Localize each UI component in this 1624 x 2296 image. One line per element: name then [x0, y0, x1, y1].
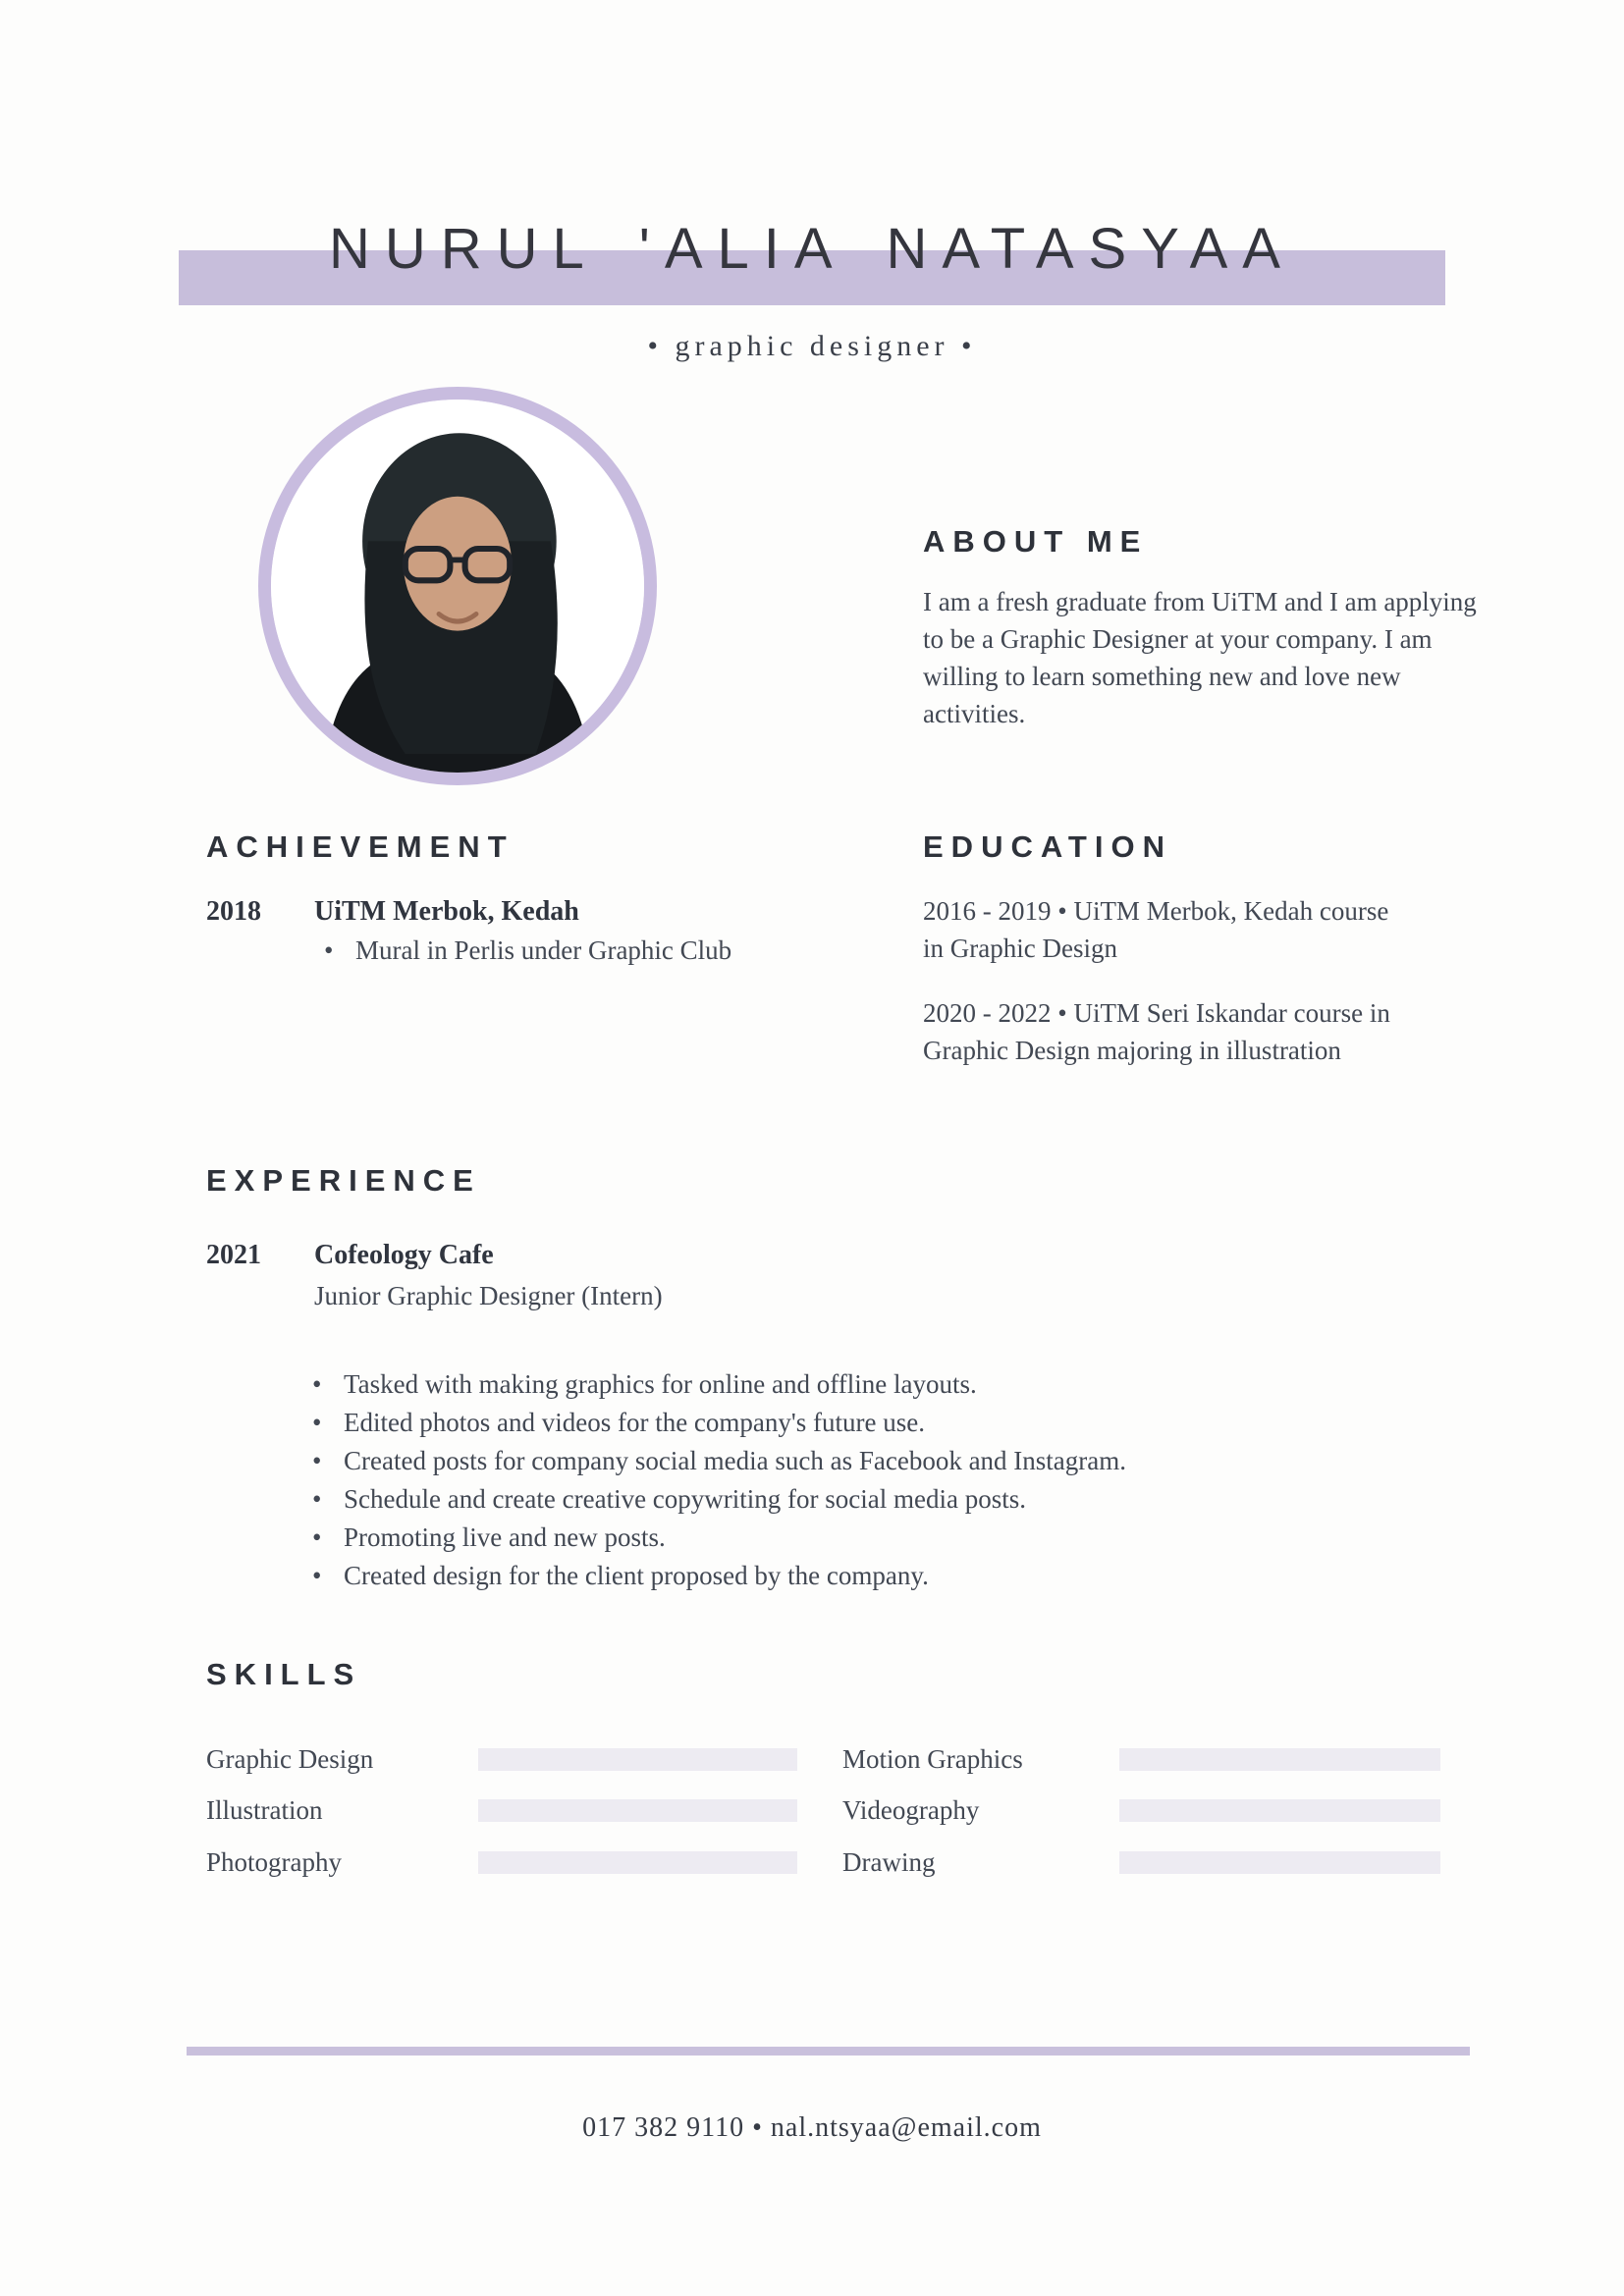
- experience-bullet: • Edited photos and videos for the company's future use.: [312, 1404, 1384, 1441]
- profile-photo: [258, 387, 657, 785]
- section-education: [923, 829, 1488, 1069]
- skill-row: [206, 1744, 805, 1774]
- experience-company: Cofeology Cafe: [314, 1240, 494, 1270]
- experience-bullet: • Tasked with making graphics for online and offline layouts.: [312, 1365, 1384, 1403]
- skill-label: Drawing: [842, 1847, 936, 1877]
- skill-bar-track: [478, 1799, 797, 1822]
- skill-bar-track: [1119, 1748, 1440, 1771]
- achievement-entry: [206, 896, 874, 928]
- skill-row: [842, 1795, 1451, 1825]
- achievement-heading: ACHIEVEMENT: [206, 829, 514, 864]
- avatar-illustration: [271, 400, 644, 773]
- contact-info: 017 382 9110 • nal.ntsyaa@email.com: [582, 2112, 1042, 2143]
- skills-heading: SKILLS: [206, 1657, 362, 1691]
- skill-row: [842, 1744, 1451, 1774]
- skill-label: Videography: [842, 1795, 980, 1825]
- section-experience: [206, 1163, 1384, 1595]
- skill-row: [206, 1795, 805, 1825]
- experience-heading: EXPERIENCE: [206, 1163, 481, 1198]
- experience-bullet: • Promoting live and new posts.: [312, 1519, 1384, 1556]
- skill-bar-track: [478, 1851, 797, 1874]
- experience-bullet-list: [312, 1365, 1384, 1594]
- education-heading: EDUCATION: [923, 829, 1172, 864]
- achievement-year: 2018: [206, 896, 261, 927]
- skill-bar-track: [478, 1748, 797, 1771]
- footer-divider: [187, 2047, 1470, 2056]
- about-heading: ABOUT ME: [923, 524, 1149, 559]
- skill-row: [842, 1847, 1451, 1877]
- experience-bullet: • Created design for the client proposed by the company.: [312, 1557, 1384, 1594]
- section-about: [923, 524, 1488, 732]
- skill-label: Graphic Design: [206, 1744, 374, 1774]
- experience-bullet: • Schedule and create creative copywriting for social media posts.: [312, 1480, 1384, 1518]
- candidate-name: NURUL 'ALIA NATASYAA: [328, 217, 1295, 281]
- skill-bar-track: [1119, 1851, 1440, 1874]
- section-achievement: [206, 829, 874, 966]
- skill-bar-track: [1119, 1799, 1440, 1822]
- experience-role: Junior Graphic Designer (Intern): [314, 1281, 663, 1310]
- experience-entry: [206, 1240, 1384, 1271]
- about-body: I am a fresh graduate from UiTM and I am applying to be a Graphic Designer at your company. I am willing to learn something new and love new activities.: [923, 587, 1477, 728]
- experience-year: 2021: [206, 1240, 261, 1270]
- skill-label: Photography: [206, 1847, 342, 1877]
- skill-label: Motion Graphics: [842, 1744, 1023, 1774]
- education-entry: 2020 - 2022 • UiTM Seri Iskandar course in Graphic Design majoring in illustration: [923, 998, 1390, 1065]
- experience-bullet: • Created posts for company social media such as Facebook and Instagram.: [312, 1442, 1384, 1479]
- skill-label: Illustration: [206, 1795, 323, 1825]
- achievement-bullet: • Mural in Perlis under Graphic Club: [324, 935, 874, 966]
- skill-row: [206, 1847, 805, 1877]
- achievement-title: UiTM Merbok, Kedah: [314, 896, 579, 927]
- education-entry: 2016 - 2019 • UiTM Merbok, Kedah course in Graphic Design: [923, 896, 1389, 963]
- job-title-subtitle: • graphic designer •: [647, 330, 977, 362]
